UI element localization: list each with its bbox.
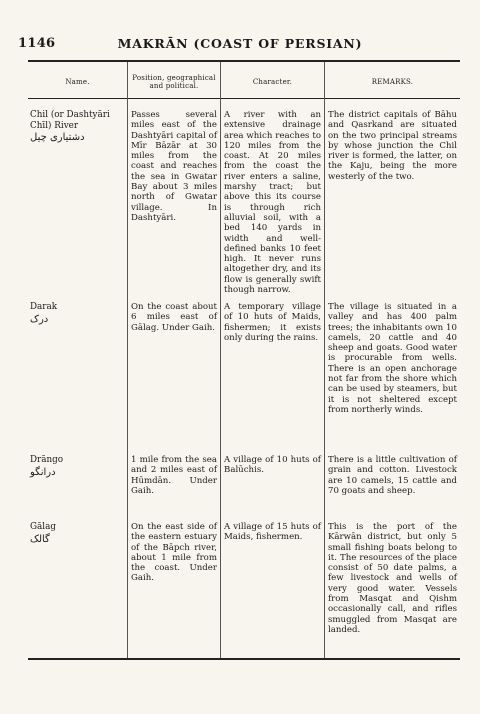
place-name-persian: درانگو — [30, 466, 56, 478]
table-top-rule — [28, 60, 460, 62]
running-title: MAKRĀN (COAST OF PERSIAN) — [117, 36, 363, 51]
header-name: Name. — [65, 78, 90, 86]
place-name-persian: درک — [30, 313, 49, 325]
column-divider — [324, 62, 325, 658]
place-name-persian: گالک — [30, 533, 50, 545]
row-position-cell: On the coast about 6 miles east of Gālag. Under Gaih. — [131, 302, 217, 333]
row-character-cell: A village of 15 huts of Maids, fishermen. — [224, 522, 321, 543]
row-character-cell: A village of 10 huts of Balūchis. — [224, 455, 321, 476]
header-position: Position, geographical and political. — [132, 74, 216, 90]
place-name: Chil (or Dashtyāri Chīl) River — [30, 110, 110, 131]
row-character-cell: A temporary village of 10 huts of Maids, fishermen; it exists only during the rains. — [224, 302, 321, 343]
row-name-cell — [30, 522, 124, 546]
row-remarks-cell: The district capitals of Bāhu and Qasrkand are situated on the two principal streams by whose junction the Chil river is formed, the latter, on the Kaju, being the more westerly of the two. — [328, 110, 457, 182]
place-name: Gālag — [30, 522, 56, 532]
row-name-cell — [30, 302, 124, 326]
row-position-cell: On the east side of the eastern estuary of the Bāpch river, about 1 mile from the coast. Under Gaih. — [131, 522, 217, 584]
column-divider — [127, 62, 128, 658]
header-character: Character. — [252, 78, 293, 86]
place-name: Drāngo — [30, 455, 64, 465]
header-bottom-rule — [28, 98, 460, 99]
header-remarks: REMARKS. — [371, 78, 414, 86]
row-remarks-cell: The village is situated in a valley and has 400 palm trees; the inhabitants own 10 camels, 20 cattle and 40 sheep and goats. Good water is procurable from wells. There is an open anchorage not far from the shore which can be used by steamers, but it is not sheltered except from northerly winds. — [328, 302, 457, 415]
row-position-cell: Passes several miles east of the Dashtyāri capital of Mīr Bāzār at 30 miles from the coast and reaches the sea in Gwatar Bay about 3 miles north of Gwatar village. In Dashtyāri. — [131, 110, 217, 223]
place-name: Darak — [30, 302, 58, 312]
row-remarks-cell: This is the port of the Kārwān district, but only 5 small fishing boats belong to it. The resources of the place consist of 50 date palms, a few livestock and wells of very good water. Vessels from Masqat and Qishm occasionally call, and rifles smuggled from Masqat are landed. — [328, 522, 457, 635]
row-name-cell — [30, 110, 124, 144]
column-divider — [220, 62, 221, 658]
row-remarks-cell: There is a little cultivation of grain and cotton. Livestock are 10 camels, 15 cattle and 70 goats and sheep. — [328, 455, 457, 496]
table-bottom-rule — [28, 658, 460, 660]
page-number: 1146 — [18, 36, 56, 51]
row-character-cell: A river with an extensive drainage area which reaches to 120 miles from the coast. At 20 miles from the coast the river enters a saline, marshy tract; but above this its course is through rich alluvial soil, with a bed 140 yards in width and well-defined banks 10 feet high. It never runs altogether dry, and its flow is generally swift though narrow. — [224, 110, 321, 296]
row-name-cell — [30, 455, 124, 479]
place-name-persian: دشتیاری چیل — [30, 132, 85, 143]
row-position-cell: 1 mile from the sea and 2 miles east of Hūmdān. Under Gaih. — [131, 455, 217, 496]
